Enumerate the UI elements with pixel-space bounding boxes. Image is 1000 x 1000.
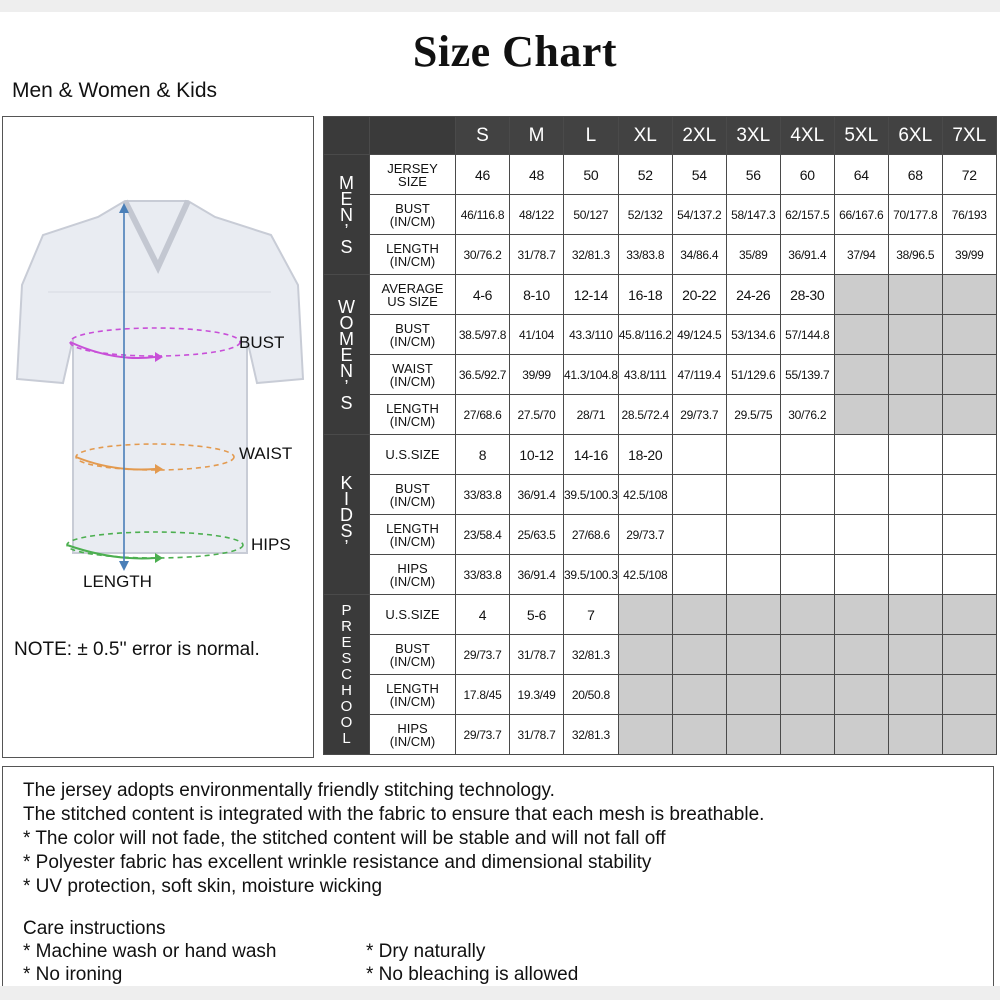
table-cell: 42.5/108 (618, 475, 672, 515)
table-cell: 41/104 (510, 315, 564, 355)
row-label-line: AVERAGE (381, 280, 444, 296)
size-header: 3XL (726, 117, 780, 155)
empty-cell (780, 635, 834, 675)
care-item: * Machine wash or hand wash (23, 941, 277, 962)
table-cell: 20/50.8 (564, 675, 619, 715)
row-label (370, 355, 456, 395)
table-cell: 38.5/97.8 (456, 315, 510, 355)
bottom-band (0, 986, 1000, 1000)
empty-cell (618, 715, 672, 755)
empty-cell (726, 635, 780, 675)
empty-cell (942, 555, 996, 595)
row-label-line: HIPS (397, 720, 428, 736)
row-label-line: (IN/CM) (389, 573, 436, 589)
empty-cell (726, 675, 780, 715)
empty-cell (780, 515, 834, 555)
table-row (324, 475, 997, 515)
empty-cell (780, 595, 834, 635)
top-band (0, 0, 1000, 12)
table-cell: 14-16 (564, 435, 619, 475)
jersey-shape (17, 201, 303, 553)
table-cell: 54 (672, 155, 726, 195)
hips-label: HIPS (251, 535, 291, 554)
empty-cell (834, 315, 888, 355)
group-letter: ’ (344, 376, 349, 397)
table-row (324, 195, 997, 235)
empty-cell (888, 675, 942, 715)
empty-cell (888, 435, 942, 475)
group-letter: ’ (344, 536, 349, 557)
size-header: 7XL (942, 117, 996, 155)
row-label-line: SIZE (398, 173, 427, 189)
table-cell: 28.5/72.4 (618, 395, 672, 435)
row-label-line: (IN/CM) (389, 693, 436, 709)
empty-cell (888, 635, 942, 675)
table-row (324, 555, 997, 595)
empty-cell (834, 275, 888, 315)
group-letter: S (340, 520, 353, 541)
waist-label: WAIST (239, 444, 293, 463)
table-cell: 31/78.7 (510, 635, 564, 675)
length-label: LENGTH (83, 572, 152, 591)
empty-cell (888, 315, 942, 355)
size-header: 5XL (834, 117, 888, 155)
table-cell: 42.5/108 (618, 555, 672, 595)
group-letter: E (340, 344, 353, 365)
table-cell: 16-18 (618, 275, 672, 315)
group-letter: ’ (344, 220, 349, 241)
table-cell: 43.8/111 (618, 355, 672, 395)
table-cell: 64 (834, 155, 888, 195)
table-row (324, 275, 997, 315)
empty-cell (942, 355, 996, 395)
description-line: * UV protection, soft skin, moisture wicking (23, 876, 383, 897)
group-letter: E (340, 188, 353, 209)
empty-cell (672, 715, 726, 755)
size-chart-table (323, 116, 997, 755)
row-label (370, 635, 456, 675)
table-row (324, 515, 997, 555)
table-cell: 52 (618, 155, 672, 195)
table-cell: 55/139.7 (780, 355, 834, 395)
empty-cell (834, 635, 888, 675)
table-cell: 35/89 (726, 235, 780, 275)
table-cell: 70/177.8 (888, 195, 942, 235)
table-cell: 48/122 (510, 195, 564, 235)
table-row (324, 315, 997, 355)
group-letter: P (341, 601, 352, 619)
empty-cell (672, 595, 726, 635)
empty-cell (942, 475, 996, 515)
header-corner (324, 117, 370, 155)
size-header: 2XL (672, 117, 726, 155)
size-header: XL (618, 117, 672, 155)
tolerance-note: NOTE: ± 0.5'' error is normal. (14, 639, 260, 660)
table-row (324, 595, 997, 635)
table-cell: 17.8/45 (456, 675, 510, 715)
table-cell: 32/81.3 (564, 635, 619, 675)
table-cell: 32/81.3 (564, 715, 619, 755)
empty-cell (888, 595, 942, 635)
table-cell: 39.5/100.3 (564, 475, 619, 515)
empty-cell (780, 435, 834, 475)
table-cell: 72 (942, 155, 996, 195)
empty-cell (780, 475, 834, 515)
description-line: The jersey adopts environmentally friendly stitching technology. (23, 780, 555, 801)
row-label-line: BUST (395, 200, 430, 216)
table-cell: 43.3/110 (564, 315, 619, 355)
table-cell: 30/76.2 (780, 395, 834, 435)
table-cell: 33/83.8 (618, 235, 672, 275)
empty-cell (834, 355, 888, 395)
table-row (324, 435, 997, 475)
description (23, 779, 764, 899)
row-label (370, 235, 456, 275)
row-label-line: US SIZE (387, 293, 438, 309)
row-label-line: (IN/CM) (389, 213, 436, 229)
table-cell: 10-12 (510, 435, 564, 475)
table-cell: 60 (780, 155, 834, 195)
description-line: * Polyester fabric has excellent wrinkle resistance and dimensional stability (23, 852, 652, 873)
row-label (370, 515, 456, 555)
table-cell: 29/73.7 (618, 515, 672, 555)
table-cell: 33/83.8 (456, 475, 510, 515)
empty-cell (834, 475, 888, 515)
row-label-line: (IN/CM) (389, 333, 436, 349)
empty-cell (726, 515, 780, 555)
empty-cell (942, 595, 996, 635)
group-letter: M (339, 328, 354, 349)
empty-cell (726, 715, 780, 755)
table-cell: 58/147.3 (726, 195, 780, 235)
empty-cell (888, 715, 942, 755)
row-label-line: HIPS (397, 560, 428, 576)
row-label-line: LENGTH (386, 680, 439, 696)
empty-cell (618, 635, 672, 675)
group-letter: N (340, 360, 353, 381)
empty-cell (888, 555, 942, 595)
empty-cell (726, 435, 780, 475)
table-cell: 29/73.7 (672, 395, 726, 435)
table-cell: 12-14 (564, 275, 619, 315)
empty-cell (672, 515, 726, 555)
row-label-line: (IN/CM) (389, 253, 436, 269)
bust-label: BUST (239, 333, 285, 352)
group-letter: K (340, 472, 353, 493)
row-label-line: JERSEY (387, 160, 438, 176)
table-cell: 49/124.5 (672, 315, 726, 355)
table-cell: 39/99 (510, 355, 564, 395)
row-label (370, 395, 456, 435)
table-cell: 33/83.8 (456, 555, 510, 595)
empty-cell (942, 635, 996, 675)
row-label-line: (IN/CM) (389, 533, 436, 549)
size-header-row (324, 117, 997, 155)
empty-cell (888, 395, 942, 435)
row-label-line: BUST (395, 480, 430, 496)
description-line: The stitched content is integrated with the fabric to ensure that each mesh is breathable. (23, 804, 765, 825)
empty-cell (888, 475, 942, 515)
row-label-line: (IN/CM) (389, 373, 436, 389)
row-label (370, 155, 456, 195)
empty-cell (834, 715, 888, 755)
table-cell: 66/167.6 (834, 195, 888, 235)
table-cell: 54/137.2 (672, 195, 726, 235)
group-label-mens (324, 155, 370, 275)
header-corner (370, 117, 456, 155)
table-cell: 5-6 (510, 595, 564, 635)
table-cell: 52/132 (618, 195, 672, 235)
table-cell: 23/58.4 (456, 515, 510, 555)
table-cell: 56 (726, 155, 780, 195)
table-cell: 39/99 (942, 235, 996, 275)
group-letter: H (341, 681, 352, 699)
table-cell: 47/119.4 (672, 355, 726, 395)
care-item: * No ironing (23, 964, 123, 985)
table-cell: 8 (456, 435, 510, 475)
group-letter: S (340, 236, 353, 257)
page-title: Size Chart (412, 27, 618, 76)
row-label-line: WAIST (392, 360, 433, 376)
table-cell: 29/73.7 (456, 635, 510, 675)
group-letter: S (340, 392, 353, 413)
row-label (370, 555, 456, 595)
table-cell: 7 (564, 595, 619, 635)
table-cell: 31/78.7 (510, 235, 564, 275)
group-letter: S (341, 649, 352, 667)
empty-cell (780, 675, 834, 715)
size-header: M (510, 117, 564, 155)
table-cell: 27.5/70 (510, 395, 564, 435)
table-cell: 45.8/116.2 (618, 315, 672, 355)
empty-cell (942, 435, 996, 475)
group-letter: L (342, 729, 351, 747)
row-label-line: (IN/CM) (389, 493, 436, 509)
table-cell: 36/91.4 (780, 235, 834, 275)
empty-cell (780, 555, 834, 595)
table-cell: 57/144.8 (780, 315, 834, 355)
care-item: * No bleaching is allowed (366, 964, 579, 985)
empty-cell (726, 555, 780, 595)
table-cell: 48 (510, 155, 564, 195)
table-cell: 51/129.6 (726, 355, 780, 395)
table-cell: 32/81.3 (564, 235, 619, 275)
group-letter: N (340, 204, 353, 225)
row-label (370, 435, 456, 475)
empty-cell (942, 715, 996, 755)
group-letter: C (341, 665, 352, 683)
empty-cell (726, 475, 780, 515)
row-label-line: (IN/CM) (389, 653, 436, 669)
row-label-line: BUST (395, 640, 430, 656)
size-header: 6XL (888, 117, 942, 155)
table-cell: 76/193 (942, 195, 996, 235)
row-label-line: U.S.SIZE (385, 607, 440, 622)
group-label-preschool (324, 595, 370, 755)
table-cell: 8-10 (510, 275, 564, 315)
row-label-line: (IN/CM) (389, 733, 436, 749)
row-label (370, 715, 456, 755)
row-label (370, 275, 456, 315)
table-cell: 68 (888, 155, 942, 195)
empty-cell (888, 515, 942, 555)
row-label (370, 595, 456, 635)
jersey-diagram-panel (2, 116, 314, 758)
row-label (370, 475, 456, 515)
size-header: S (456, 117, 510, 155)
description-line: * The color will not fade, the stitched content will be stable and will not fall off (23, 828, 666, 849)
table-cell: 27/68.6 (456, 395, 510, 435)
table-cell: 41.3/104.8 (564, 355, 619, 395)
page-subtitle: Men & Women & Kids (12, 79, 218, 102)
group-letter: O (339, 312, 354, 333)
table-row (324, 675, 997, 715)
table-cell: 46 (456, 155, 510, 195)
empty-cell (618, 675, 672, 715)
table-cell: 39.5/100.3 (564, 555, 619, 595)
group-letter: I (343, 488, 349, 509)
empty-cell (834, 395, 888, 435)
table-cell: 28-30 (780, 275, 834, 315)
empty-cell (834, 595, 888, 635)
description-panel (2, 766, 994, 988)
table-cell: 36/91.4 (510, 555, 564, 595)
group-letter: O (340, 713, 353, 731)
row-label-line: LENGTH (386, 400, 439, 416)
group-letter: R (341, 617, 352, 635)
table-cell: 38/96.5 (888, 235, 942, 275)
empty-cell (942, 275, 996, 315)
group-letter: D (340, 504, 353, 525)
empty-cell (834, 675, 888, 715)
empty-cell (672, 555, 726, 595)
table-row (324, 155, 997, 195)
table-cell: 50/127 (564, 195, 619, 235)
group-label-kids (324, 435, 370, 595)
empty-cell (672, 435, 726, 475)
empty-cell (834, 555, 888, 595)
table-cell: 24-26 (726, 275, 780, 315)
empty-cell (618, 595, 672, 635)
care-item: * Dry naturally (366, 941, 486, 962)
size-header: L (564, 117, 619, 155)
table-cell: 18-20 (618, 435, 672, 475)
row-label (370, 315, 456, 355)
table-cell: 36.5/92.7 (456, 355, 510, 395)
empty-cell (672, 675, 726, 715)
row-label-line: LENGTH (386, 240, 439, 256)
table-cell: 30/76.2 (456, 235, 510, 275)
table-cell: 27/68.6 (564, 515, 619, 555)
table-row (324, 715, 997, 755)
table-cell: 31/78.7 (510, 715, 564, 755)
group-letter: E (341, 633, 352, 651)
empty-cell (726, 595, 780, 635)
group-letter: W (338, 296, 355, 317)
table-cell: 28/71 (564, 395, 619, 435)
table-cell: 19.3/49 (510, 675, 564, 715)
empty-cell (834, 435, 888, 475)
row-label-line: BUST (395, 320, 430, 336)
table-cell: 46/116.8 (456, 195, 510, 235)
empty-cell (672, 635, 726, 675)
table-row (324, 395, 997, 435)
table-cell: 29/73.7 (456, 715, 510, 755)
empty-cell (888, 275, 942, 315)
table-cell: 34/86.4 (672, 235, 726, 275)
table-row (324, 235, 997, 275)
empty-cell (942, 315, 996, 355)
empty-cell (780, 715, 834, 755)
empty-cell (834, 515, 888, 555)
row-label-line: (IN/CM) (389, 413, 436, 429)
care-instructions (23, 917, 578, 986)
table-cell: 4-6 (456, 275, 510, 315)
table-cell: 4 (456, 595, 510, 635)
empty-cell (888, 355, 942, 395)
table-cell: 50 (564, 155, 619, 195)
empty-cell (942, 675, 996, 715)
group-letter: O (340, 697, 353, 715)
row-label (370, 675, 456, 715)
group-label-womens (324, 275, 370, 435)
table-cell: 37/94 (834, 235, 888, 275)
row-label-line: U.S.SIZE (385, 447, 440, 462)
table-cell: 20-22 (672, 275, 726, 315)
empty-cell (942, 515, 996, 555)
group-letter: M (339, 172, 354, 193)
row-label (370, 195, 456, 235)
care-heading: Care instructions (23, 918, 166, 939)
table-cell: 36/91.4 (510, 475, 564, 515)
table-cell: 29.5/75 (726, 395, 780, 435)
size-header: 4XL (780, 117, 834, 155)
table-cell: 53/134.6 (726, 315, 780, 355)
row-label-line: LENGTH (386, 520, 439, 536)
empty-cell (672, 475, 726, 515)
table-cell: 62/157.5 (780, 195, 834, 235)
table-cell: 25/63.5 (510, 515, 564, 555)
table-row (324, 635, 997, 675)
empty-cell (942, 395, 996, 435)
table-row (324, 355, 997, 395)
